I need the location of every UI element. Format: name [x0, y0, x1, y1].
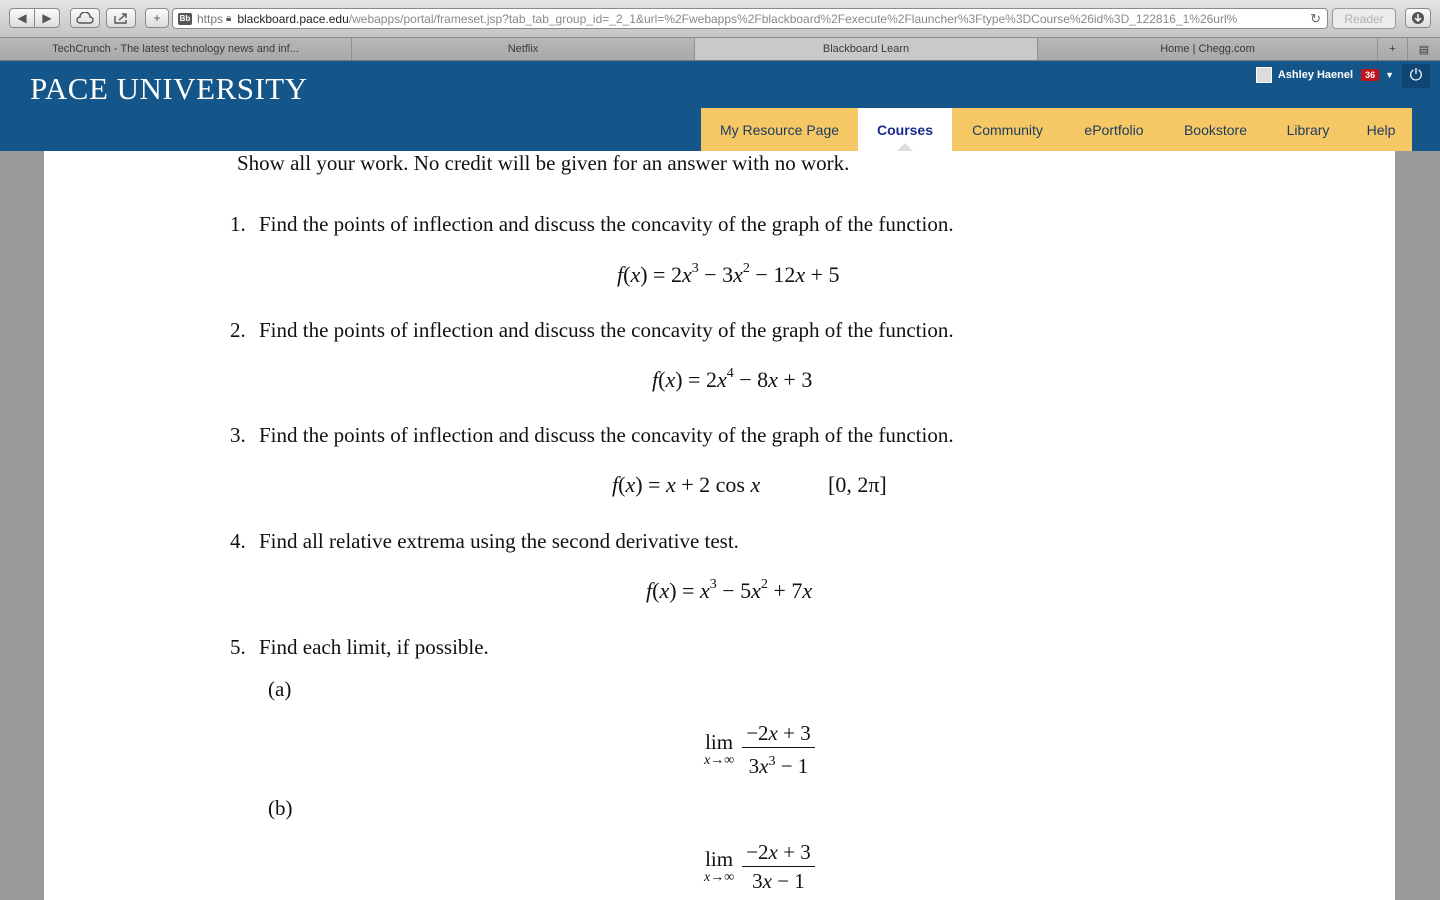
- denominator: $3x^3 - 1$: [748, 754, 809, 778]
- nav-bookstore[interactable]: Bookstore: [1183, 121, 1248, 138]
- equation-1: $f(x) = 2x^3 - 3x^2 - 12x + 5$: [617, 261, 840, 287]
- plus-icon: +: [1389, 43, 1396, 55]
- limit-b: [704, 840, 815, 893]
- user-menu[interactable]: [1256, 65, 1394, 85]
- new-tab-button[interactable]: [145, 8, 169, 28]
- url-host: blackboard.pace.edu: [237, 11, 349, 26]
- question-text: Find each limit, if possible.: [259, 635, 489, 659]
- download-icon: [1411, 11, 1425, 25]
- chevron-down-icon[interactable]: ▼: [1385, 70, 1394, 80]
- power-icon: ⏻: [1409, 67, 1423, 84]
- equation-3: f(x) = x + 2 cos x: [612, 472, 761, 497]
- share-button[interactable]: [106, 8, 136, 28]
- question-text: Find all relative extrema using the second derivative test.: [259, 529, 739, 553]
- limit-operator: [704, 848, 734, 886]
- question-number: 5.: [230, 635, 246, 659]
- tab-techcrunch[interactable]: TechCrunch - The latest technology news and inf...: [0, 38, 352, 60]
- equation-2: $f(x) = 2x^4 - 8x + 3$: [652, 366, 813, 392]
- lim-subscript: x→∞: [704, 869, 735, 885]
- limit-a: [704, 721, 815, 778]
- user-name[interactable]: Ashley Haenel: [1277, 69, 1354, 81]
- question-number: 1.: [230, 212, 246, 236]
- question-text: Find the points of inflection and discuss the concavity of the graph of the function.: [259, 212, 954, 236]
- back-arrow-icon: ◀: [17, 11, 27, 25]
- interval: [0, 2π]: [828, 472, 887, 497]
- question-number: 2.: [230, 318, 246, 342]
- avatar: [1256, 67, 1272, 83]
- tab-overview-button[interactable]: [1408, 38, 1440, 60]
- nav-library[interactable]: Library: [1286, 121, 1330, 138]
- nav-community[interactable]: Community: [972, 121, 1043, 138]
- notification-badge[interactable]: 36: [1361, 69, 1379, 81]
- url-text[interactable]: [237, 12, 1304, 26]
- fraction: [742, 840, 815, 893]
- plus-icon: +: [153, 11, 161, 25]
- fraction: [742, 721, 815, 778]
- nav-help[interactable]: Help: [1366, 121, 1396, 138]
- favicon-icon: Bb: [179, 14, 191, 23]
- main-nav: [701, 108, 1412, 151]
- question-text: Find the points of inflection and discuss the concavity of the graph of the function.: [259, 423, 954, 447]
- numerator: −2x + 3: [742, 721, 815, 748]
- nav-my-resource-page[interactable]: My Resource Page: [719, 121, 840, 138]
- instructions: Show all your work. No credit will be given for an answer with no work.: [237, 151, 850, 175]
- site-header: [0, 61, 1440, 151]
- lim-word: lim: [705, 729, 734, 754]
- part-label: (b): [268, 796, 293, 820]
- logout-button[interactable]: [1402, 64, 1430, 88]
- numerator: −2x + 3: [742, 840, 815, 867]
- back-button[interactable]: [9, 8, 35, 28]
- lock-icon: 🔒︎: [226, 13, 232, 24]
- university-logo[interactable]: PACE UNIVERSITY: [30, 71, 308, 106]
- limit-operator: [704, 731, 734, 769]
- tab-list-icon: ▤: [1418, 43, 1430, 56]
- question-number: 4.: [230, 529, 246, 553]
- https-label: https: [197, 11, 224, 26]
- downloads-button[interactable]: [1405, 8, 1431, 28]
- document-page: [44, 151, 1395, 900]
- nav-courses[interactable]: Courses: [858, 108, 952, 151]
- reader-button[interactable]: Reader: [1332, 8, 1396, 29]
- denominator: 3x − 1: [752, 869, 805, 893]
- nav-eportfolio[interactable]: ePortfolio: [1084, 121, 1144, 138]
- icloud-button[interactable]: [70, 8, 100, 28]
- tab-netflix[interactable]: Netflix: [352, 38, 695, 60]
- tab-blackboard[interactable]: Blackboard Learn: [695, 38, 1038, 60]
- share-icon: [113, 12, 129, 24]
- part-label: (a): [268, 677, 292, 701]
- url-path: /webapps/portal/frameset.jsp?tab_tab_group_id=_2_1&url=%2Fwebapps%2Fblackboard%2Fexecute%2Flauncher%3Ftype%3DCourse%26id%3D_122816_1%26url%: [348, 11, 1238, 26]
- question-number: 3.: [230, 423, 246, 447]
- new-tab-plus-button[interactable]: [1378, 38, 1408, 60]
- address-bar[interactable]: [172, 8, 1328, 29]
- forward-button[interactable]: [34, 8, 60, 28]
- equation-4: $f(x) = x^3 - 5x^2 + 7x$: [646, 577, 813, 603]
- cloud-icon: [76, 12, 94, 24]
- browser-toolbar: [0, 0, 1440, 38]
- tab-bar: [0, 38, 1440, 61]
- lim-word: lim: [705, 846, 734, 871]
- question-text: Find the points of inflection and discuss the concavity of the graph of the function.: [259, 318, 954, 342]
- lim-subscript: x→∞: [704, 752, 735, 768]
- tab-chegg[interactable]: Home | Chegg.com: [1038, 38, 1378, 60]
- reload-icon[interactable]: ↻: [1310, 10, 1321, 26]
- forward-arrow-icon: ▶: [42, 11, 52, 25]
